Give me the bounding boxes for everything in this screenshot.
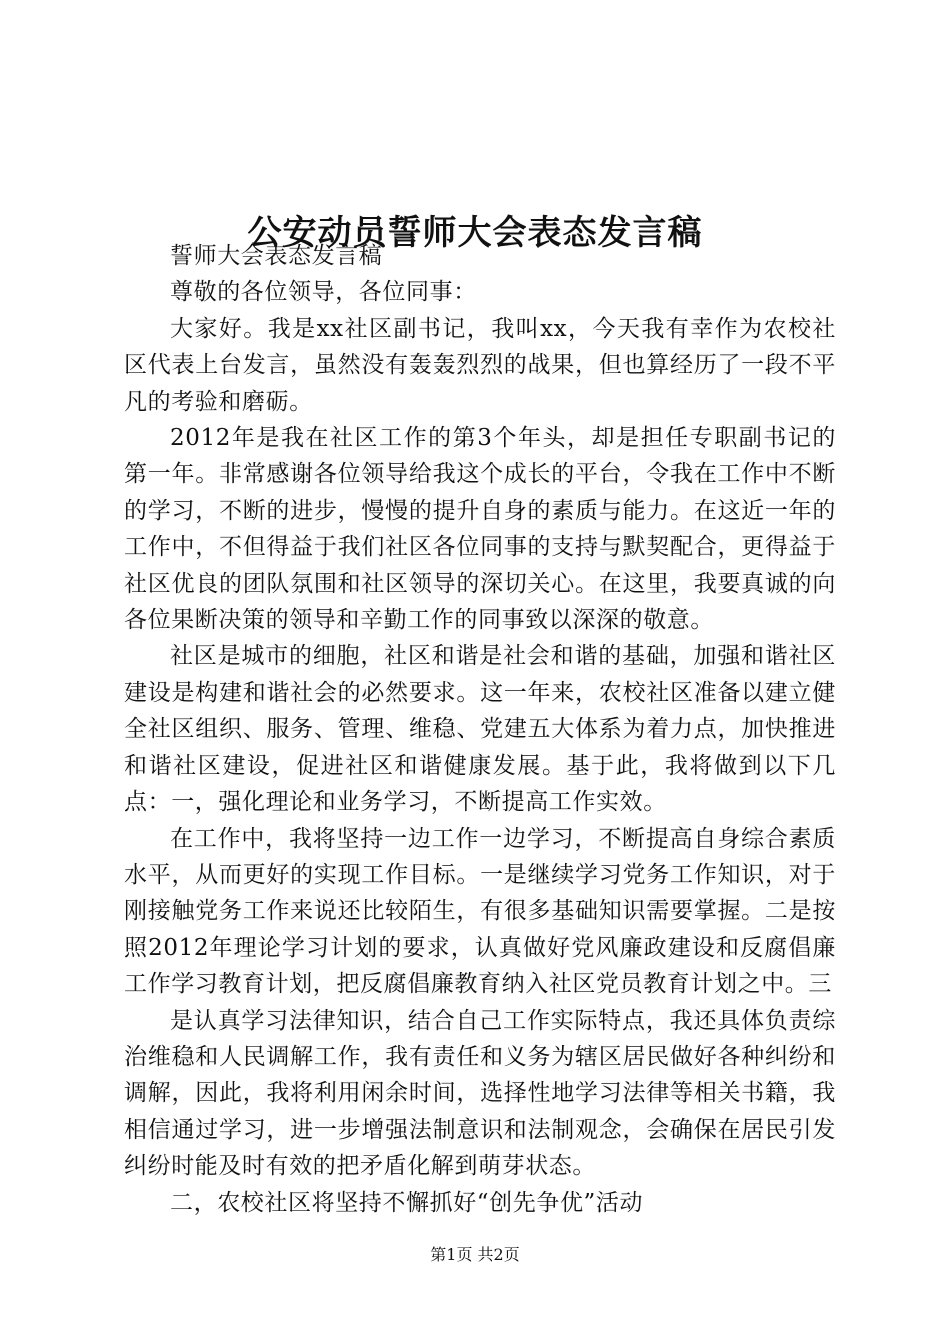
- paragraph: 大家好。我是xx社区副书记，我叫xx，今天我有幸作为农校社区代表上台发言，虽然没有轰轰烈烈的战果，但也算经历了一段不平凡的考验和磨砺。: [124, 315, 836, 415]
- paragraph: 2012年是我在社区工作的第3个年头，却是担任专职副书记的第一年。非常感谢各位领导给我这个成长的平台，令我在工作中不断的学习，不断的进步，慢慢的提升自身的素质与能力。在这近一年的工作中，不但得益于我们社区各位同事的支持与默契配合，更得益于社区优良的团队氛围和社区领导的深切关心。在这里，我要真诚的向各位果断决策的领导和辛勤工作的同事致以深深的敬意。: [124, 425, 836, 634]
- document-title: 公安动员誓师大会表态发言稿: [247, 212, 703, 253]
- page-number-footer: 第1页 共2页: [430, 1245, 520, 1264]
- paragraph: 社区是城市的细胞，社区和谐是社会和谐的基础，加强和谐社区建设是构建和谐社会的必然要求。这一年来，农校社区准备以建立健全社区组织、服务、管理、维稳、党建五大体系为着力点，加快推进和谐社区建设，促进社区和谐健康发展。基于此，我将做到以下几点：一，强化理论和业务学习，不断提高工作实效。: [124, 643, 836, 816]
- document-body: [124, 238, 836, 1221]
- paragraph-salutation: 尊敬的各位领导，各位同事：: [170, 279, 477, 306]
- paragraph: 二，农校社区将坚持不懈抓好“创先争优”活动: [170, 1189, 644, 1216]
- paragraph: 在工作中，我将坚持一边工作一边学习，不断提高自身综合素质水平，从而更好的实现工作目标。一是继续学习党务工作知识，对于刚接触党务工作来说还比较陌生，有很多基础知识需要掌握。二是按照2012年理论学习计划的要求，认真做好党风廉政建设和反腐倡廉工作学习教育计划，把反腐倡廉教育纳入社区党员教育计划之中。三: [124, 825, 836, 998]
- paragraph-subtitle: 誓师大会表态发言稿: [170, 243, 383, 269]
- paragraph: 是认真学习法律知识，结合自己工作实际特点，我还具体负责综治维稳和人民调解工作，我有责任和义务为辖区居民做好各种纠纷和调解，因此，我将利用闲余时间，选择性地学习法律等相关书籍，我相信通过学习，进一步增强法制意识和法制观念，会确保在居民引发纠纷时能及时有效的把矛盾化解到萌芽状态。: [124, 1007, 836, 1180]
